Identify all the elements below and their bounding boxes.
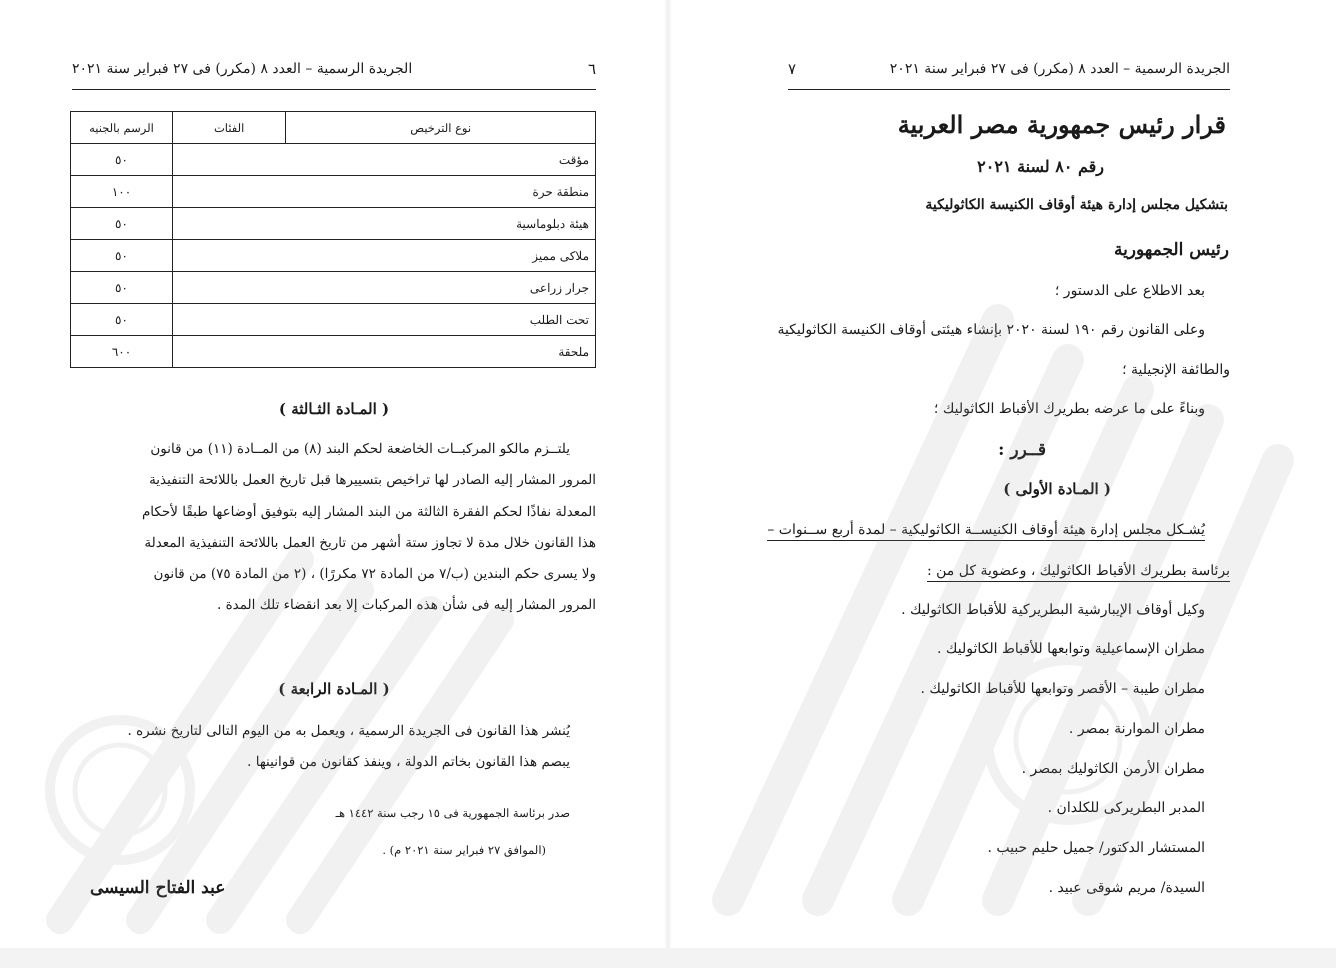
- table-row: [71, 208, 596, 240]
- header-categories: الفئات: [172, 112, 285, 144]
- fee-cell: ٥٠: [71, 240, 173, 272]
- member-item: المدبر البطريركى للكلدان .: [1047, 800, 1205, 816]
- table-header-row: [71, 112, 596, 144]
- signature-name: عبد الفتاح السيسى: [90, 878, 226, 898]
- decided-label: قــرر :: [998, 440, 1046, 460]
- member-item: المستشار الدكتور/ جميل حليم حبيب .: [987, 840, 1205, 856]
- running-head-left: [72, 58, 596, 80]
- page-bottom-edge: [0, 948, 1336, 968]
- article3-line: يلتــزم مالكو المركبــات الخاضعة لحكم البند (٨) من المــادة (١١) من قانون: [150, 441, 570, 457]
- president-label: رئيس الجمهورية: [1113, 240, 1229, 260]
- fee-cell: ٥٠: [71, 272, 173, 304]
- article3-line: المرور المشار إليه فى شأن هذه المركبات إلا بعد انقضاء تلك المدة .: [217, 597, 596, 614]
- article3-line: المعدلة نفاذًا لحكم الفقرة الثالثة من البند المشار إليه بتوفيق أوضاعها طبقًا لأحكام: [141, 503, 596, 520]
- preamble-line: وبناءً على ما عرضه بطريرك الأقباط الكاثوليك ؛: [933, 401, 1205, 417]
- member-item: مطران طيبة – الأقصر وتوابعها للأقباط الكاثوليك .: [920, 681, 1205, 697]
- table-row: [71, 304, 596, 336]
- article1-line: [767, 522, 1205, 538]
- table-row: [71, 336, 596, 368]
- decree-title: قرار رئيس جمهورية مصر العربية: [897, 110, 1226, 139]
- article3-body: [72, 434, 596, 622]
- decree-number: رقم ٨٠ لسنة ٢٠٢١: [977, 157, 1104, 176]
- corresponding-date-line: (الموافق ٢٧ فبراير سنة ٢٠٢١ م) .: [382, 843, 546, 857]
- table-row: [71, 272, 596, 304]
- article1-line: [927, 563, 1230, 579]
- article4-line: يُنشر هذا القانون فى الجريدة الرسمية ، ويعمل به من اليوم التالى لتاريخ نشره .: [127, 723, 570, 739]
- running-head-right: [788, 58, 1230, 80]
- article3-line: ولا يسرى حكم البندين (ب/٧ من المادة ٧٢ مكررًا) ، (٢ من المادة ٧٥) من قانون: [153, 566, 596, 583]
- table-row: [71, 240, 596, 272]
- license-type-cell: تحت الطلب: [172, 304, 595, 336]
- fee-cell: ٥٠: [71, 304, 173, 336]
- article1-title: ( المـادة الأولى ): [1003, 480, 1111, 498]
- page-number-left: ٦: [587, 60, 596, 78]
- license-fees-table: [70, 111, 596, 368]
- decree-subject: بتشكيل مجلس إدارة هيئة أوقاف الكنيسة الكاثوليكية: [925, 197, 1228, 213]
- header-rule-right: [788, 89, 1230, 90]
- table-row: [71, 144, 596, 176]
- fee-cell: ٥٠: [71, 208, 173, 240]
- fee-cell: ٦٠٠: [71, 336, 173, 368]
- member-item: مطران الموارنة بمصر .: [1068, 721, 1205, 737]
- license-type-cell: هيئة دبلوماسية: [172, 208, 595, 240]
- license-type-cell: جرار زراعى: [172, 272, 595, 304]
- article1-line-text: يُشـكل مجلس إدارة هيئة أوقاف الكنيســة الكاثوليكية – لمدة أربع ســنوات –: [767, 522, 1205, 541]
- issued-line: صدر برئاسة الجمهورية فى ١٥ رجب سنة ١٤٤٢ هـ: [335, 806, 570, 820]
- member-item: السيدة/ مريم شوقى عبيد .: [1048, 880, 1205, 896]
- fee-cell: ٥٠: [71, 144, 173, 176]
- member-item: مطران الإسماعيلية وتوابعها للأقباط الكاثوليك .: [937, 641, 1205, 657]
- header-license-type: نوع الترخيص: [286, 112, 596, 144]
- article3-line: المرور المشار إليه الصادر لها تراخيص بتسييرها قبل تاريخ العمل باللائحة التنفيذية: [149, 472, 596, 489]
- right-page: [668, 0, 1336, 968]
- header-rule-left: [72, 89, 596, 90]
- article3-title: ( المـادة الثـالثة ): [278, 400, 390, 418]
- fee-cell: ١٠٠: [71, 176, 173, 208]
- running-head-text-right: الجريدة الرسمية – العدد ٨ (مكرر) فى ٢٧ فبراير سنة ٢٠٢١: [889, 61, 1230, 77]
- header-fee: الرسم بالجنيه: [71, 112, 173, 144]
- article4-title: ( المـادة الرابعة ): [278, 680, 390, 698]
- preamble-line: وعلى القانون رقم ١٩٠ لسنة ٢٠٢٠ بإنشاء هيئتى أوقاف الكنيسة الكاثوليكية: [777, 322, 1205, 338]
- page-number-right: ٧: [788, 60, 797, 78]
- license-type-cell: مؤقت: [172, 144, 595, 176]
- article1-line-text: برئاسة بطريرك الأقباط الكاثوليك ، وعضوية كل من :: [927, 563, 1230, 582]
- license-type-cell: ملحقة: [172, 336, 595, 368]
- preamble-line: بعد الاطلاع على الدستور ؛: [1054, 283, 1205, 299]
- running-head-text-left: الجريدة الرسمية – العدد ٨ (مكرر) فى ٢٧ فبراير سنة ٢٠٢١: [72, 61, 413, 77]
- preamble-line: والطائفة الإنجيلية ؛: [1122, 362, 1230, 378]
- member-item: وكيل أوقاف الإيبارشية البطريركية للأقباط الكاثوليك .: [901, 602, 1205, 618]
- member-item: مطران الأرمن الكاثوليك بمصر .: [1021, 761, 1205, 777]
- article4-body: [72, 716, 570, 779]
- page-gutter: [664, 0, 672, 968]
- article4-line: يبصم هذا القانون بخاتم الدولة ، وينفذ كقانون من قوانينها .: [247, 754, 570, 771]
- article3-line: هذا القانون خلال مدة لا تجاوز ستة أشهر من تاريخ العمل باللائحة التنفيذية المعدلة: [144, 534, 596, 551]
- table-row: [71, 176, 596, 208]
- license-type-cell: ملاكى مميز: [172, 240, 595, 272]
- license-type-cell: منطقة حرة: [172, 176, 595, 208]
